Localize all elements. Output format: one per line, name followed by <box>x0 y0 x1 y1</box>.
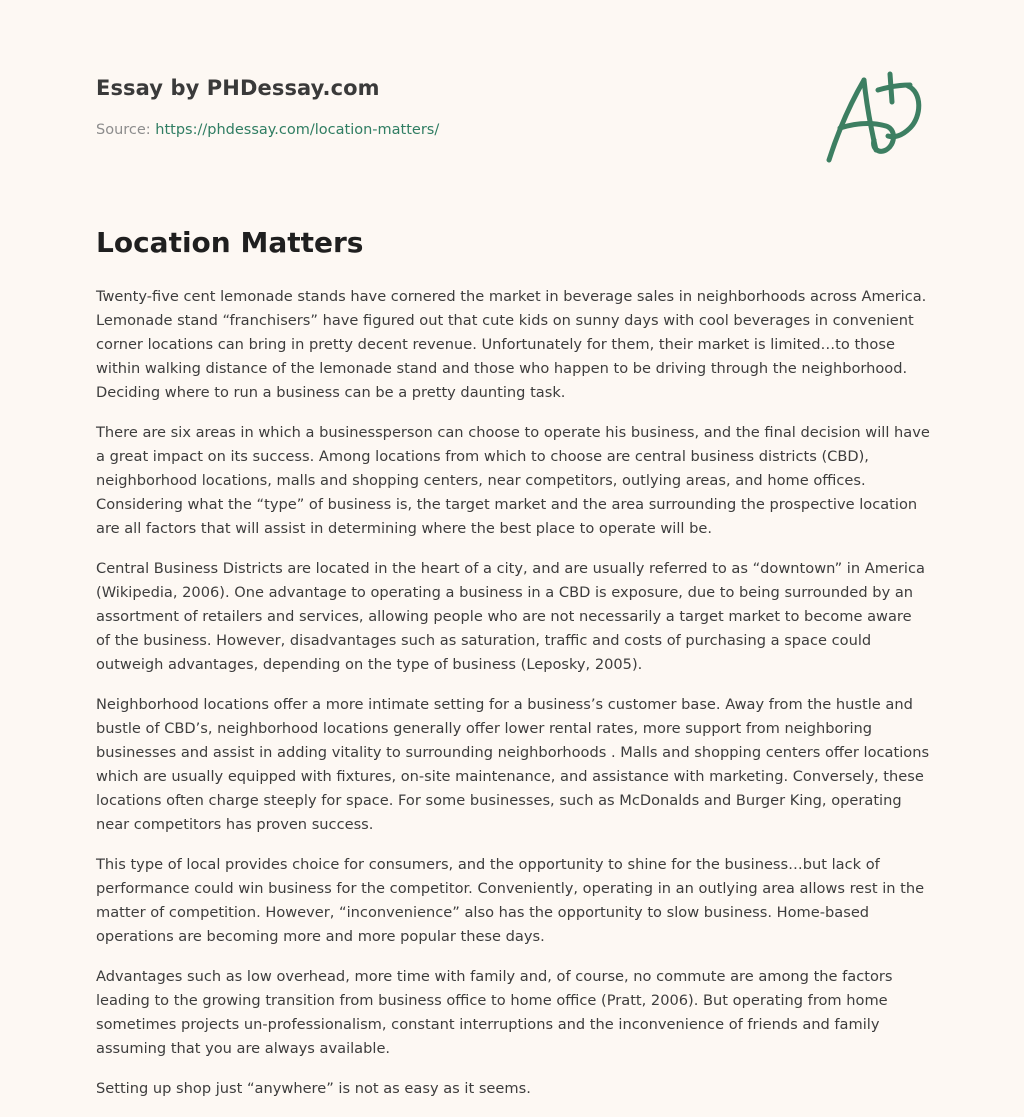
a-plus-logo <box>820 66 932 166</box>
essay-paragraph: Setting up shop just “anywhere” is not as easy as it seems. <box>96 1080 531 1097</box>
a-plus-logo-icon <box>820 66 932 166</box>
essay-paragraph: Central Business Districts are located in the heart of a city, and are usually referred to as “downtown” in America (Wikipedia, 2006). One advantage to operating a business in a CBD is exposure, due to being surrounded by an assortment of retailers and services, allowing people who are not necessarily a target market to become aware of the business. However, disadvantages such as saturation, traffic and costs of purchasing a space could outweigh advantages, depending on the type of business (Leposky, 2005). <box>96 560 925 673</box>
essay-paragraph: Neighborhood locations offer a more intimate setting for a business’s customer base. Away from the hustle and bustle of CBD’s, neighborhood locations generally offer lower rental rates, more support from neighboring businesses and assist in adding vitality to surrounding neighborhoods . Malls and shopping centers offer locations which are usually equipped with fixtures, on-site maintenance, and assistance with marketing. Conversely, these locations often charge steeply for space. For some businesses, such as McDonalds and Burger King, operating near competitors has proven success. <box>96 696 930 833</box>
source-link[interactable]: https://phdessay.com/location-matters/ <box>155 122 440 138</box>
source-label: Source: <box>96 122 151 138</box>
essay-paragraph: Advantages such as low overhead, more time with family and, of course, no commute are among the factors leading to the growing transition from business office to home office (Pratt, 2006). But operating from home sometimes projects un-professionalism, constant interruptions and the inconvenience of friends and family assuming that you are always available. <box>96 968 893 1057</box>
essay-header <box>96 76 439 138</box>
essay-paragraph: There are six areas in which a businessperson can choose to operate his business, and the final decision will have a great impact on its success. Among locations from which to choose are central business districts (CBD), neighborhood locations, malls and shopping centers, near competitors, outlying areas, and home offices. Considering what the “type” of business is, the target market and the area surrounding the prospective location are all factors that will assist in determining where the best place to operate will be. <box>96 424 930 537</box>
essay-paragraph: Twenty-five cent lemonade stands have cornered the market in beverage sales in neighborhoods across America. Lemonade stand “franchisers” have figured out that cute kids on sunny days with cool beverages in convenient corner locations can bring in pretty decent revenue. Unfortunately for them, their market is limited…to those within walking distance of the lemonade stand and those who happen to be driving through the neighborhood. Deciding where to run a business can be a pretty daunting task. <box>96 288 927 401</box>
brand-title: Essay by PHDessay.com <box>96 76 380 100</box>
essay-body <box>96 285 930 1117</box>
source-line <box>96 122 439 138</box>
essay-paragraph: This type of local provides choice for consumers, and the opportunity to shine for the business…but lack of performance could win business for the competitor. Conveniently, operating in an outlying area allows rest in the matter of competition. However, “inconvenience” also has the opportunity to slow business. Home-based operations are becoming more and more popular these days. <box>96 856 925 945</box>
essay-title: Location Matters <box>96 226 364 259</box>
